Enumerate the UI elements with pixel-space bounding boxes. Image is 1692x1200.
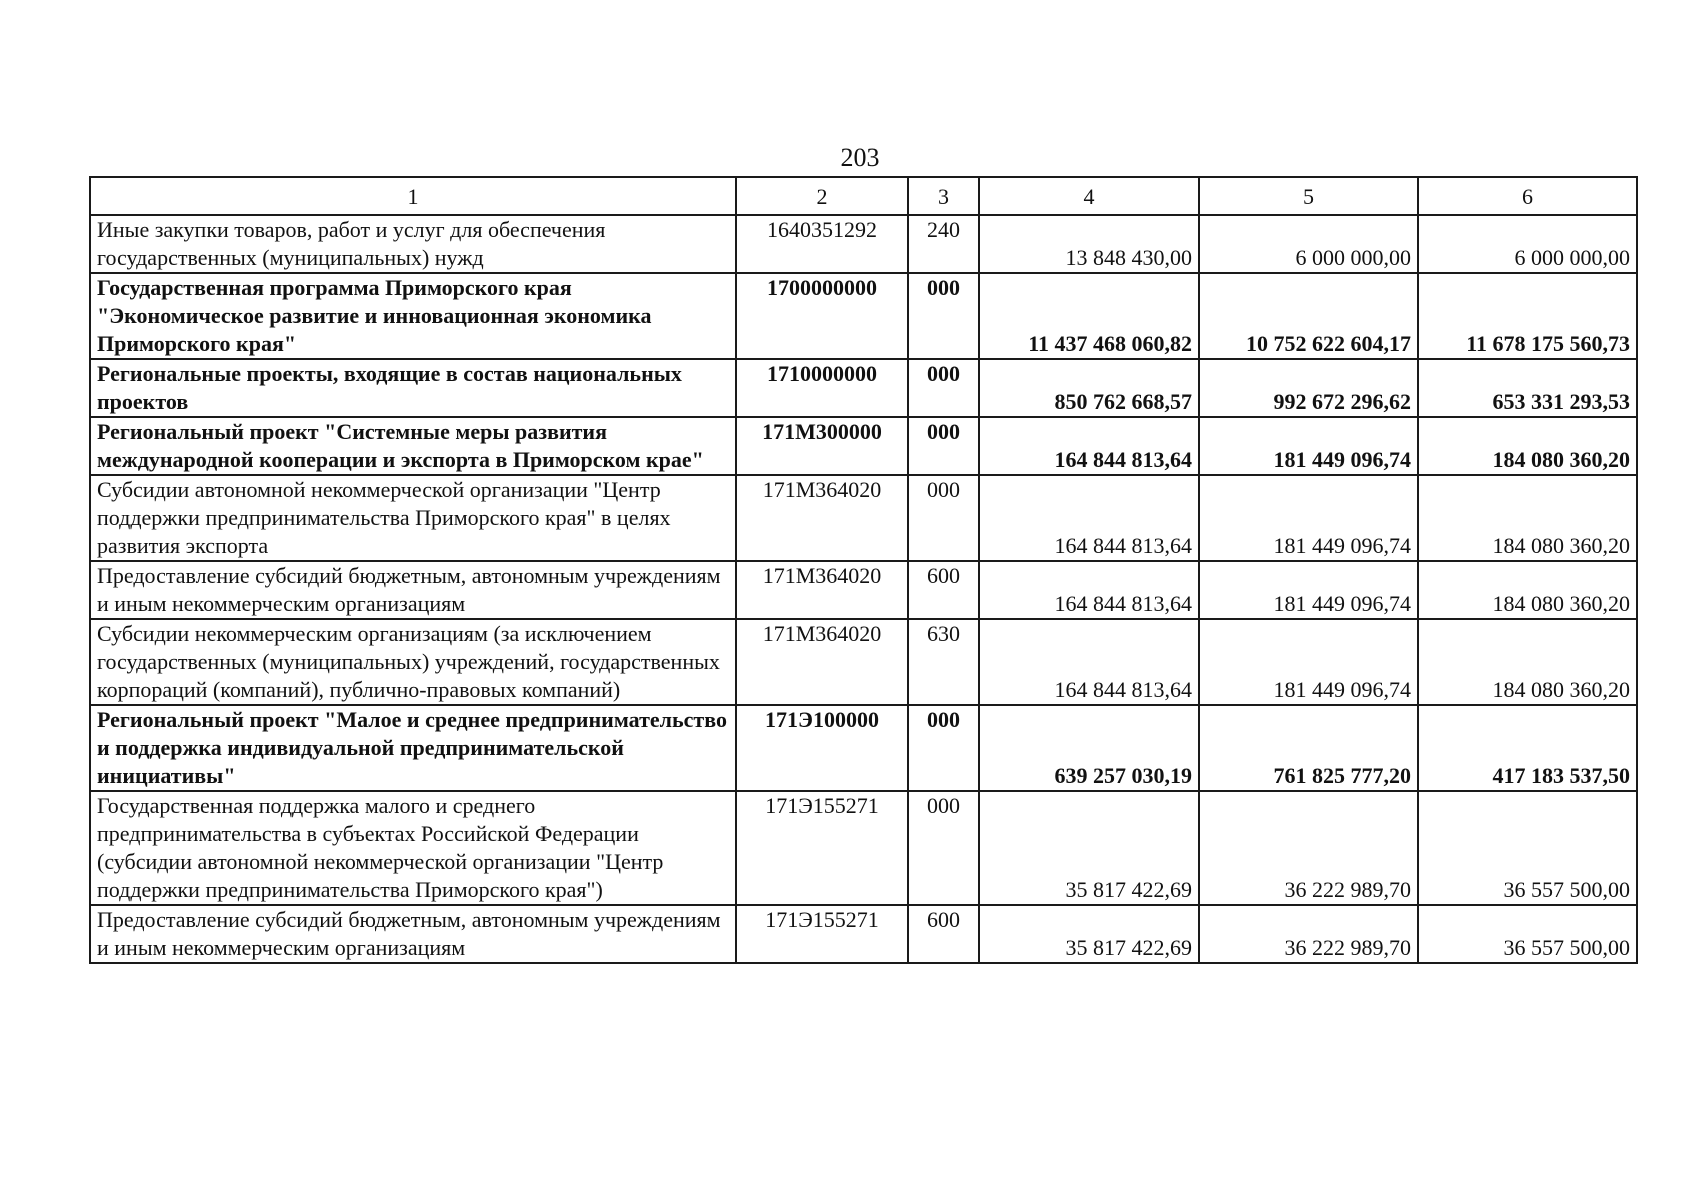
row-amount-year1-cell: 164 844 813,64 bbox=[979, 475, 1199, 561]
table-row bbox=[90, 273, 1637, 359]
row-amount-year1-cell: 35 817 422,69 bbox=[979, 905, 1199, 963]
row-amount-year1-cell: 639 257 030,19 bbox=[979, 705, 1199, 791]
row-amount-year2-cell: 36 222 989,70 bbox=[1199, 791, 1418, 905]
row-amount-year3-cell: 184 080 360,20 bbox=[1418, 561, 1637, 619]
row-code-cell: 171M364020 bbox=[736, 619, 908, 705]
row-code-cell: 171M364020 bbox=[736, 561, 908, 619]
row-code-cell: 171Э100000 bbox=[736, 705, 908, 791]
header-cell-6: 6 bbox=[1418, 177, 1637, 215]
row-code-cell: 171M364020 bbox=[736, 475, 908, 561]
row-amount-year3-cell: 36 557 500,00 bbox=[1418, 791, 1637, 905]
row-amount-year3-cell: 184 080 360,20 bbox=[1418, 619, 1637, 705]
row-amount-year2-cell: 36 222 989,70 bbox=[1199, 905, 1418, 963]
budget-table bbox=[89, 176, 1638, 964]
row-amount-year2-cell: 6 000 000,00 bbox=[1199, 215, 1418, 273]
row-code-cell: 1710000000 bbox=[736, 359, 908, 417]
row-amount-year2-cell: 992 672 296,62 bbox=[1199, 359, 1418, 417]
table-row bbox=[90, 705, 1637, 791]
row-amount-year3-cell: 11 678 175 560,73 bbox=[1418, 273, 1637, 359]
row-amount-year3-cell: 184 080 360,20 bbox=[1418, 417, 1637, 475]
row-name-cell: Предоставление субсидий бюджетным, автономным учреждениям и иным некоммерческим организациям bbox=[90, 905, 736, 963]
row-code-cell: 1640351292 bbox=[736, 215, 908, 273]
table-row bbox=[90, 215, 1637, 273]
row-amount-year1-cell: 850 762 668,57 bbox=[979, 359, 1199, 417]
row-amount-year2-cell: 181 449 096,74 bbox=[1199, 475, 1418, 561]
table-row bbox=[90, 359, 1637, 417]
row-name-cell: Государственная программа Приморского края "Экономическое развитие и инновационная экономика Приморского края" bbox=[90, 273, 736, 359]
table-row bbox=[90, 619, 1637, 705]
row-expense-type-cell: 240 bbox=[908, 215, 979, 273]
row-code-cell: 1700000000 bbox=[736, 273, 908, 359]
row-name-cell: Региональный проект "Системные меры развития международной кооперации и экспорта в Приморском крае" bbox=[90, 417, 736, 475]
row-name-cell: Предоставление субсидий бюджетным, автономным учреждениям и иным некоммерческим организациям bbox=[90, 561, 736, 619]
row-name-cell: Региональный проект "Малое и среднее предпринимательство и поддержка индивидуальной предпринимательской инициативы" bbox=[90, 705, 736, 791]
row-amount-year1-cell: 13 848 430,00 bbox=[979, 215, 1199, 273]
row-expense-type-cell: 630 bbox=[908, 619, 979, 705]
row-amount-year2-cell: 761 825 777,20 bbox=[1199, 705, 1418, 791]
table-row bbox=[90, 475, 1637, 561]
row-expense-type-cell: 000 bbox=[908, 705, 979, 791]
row-name-cell: Региональные проекты, входящие в состав национальных проектов bbox=[90, 359, 736, 417]
header-cell-2: 2 bbox=[736, 177, 908, 215]
row-code-cell: 171M300000 bbox=[736, 417, 908, 475]
header-cell-4: 4 bbox=[979, 177, 1199, 215]
row-expense-type-cell: 000 bbox=[908, 791, 979, 905]
row-amount-year2-cell: 181 449 096,74 bbox=[1199, 619, 1418, 705]
table-row bbox=[90, 791, 1637, 905]
row-amount-year1-cell: 35 817 422,69 bbox=[979, 791, 1199, 905]
row-name-cell: Государственная поддержка малого и среднего предпринимательства в субъектах Российской Федерации (субсидии автономной некоммерческой организации "Центр поддержки предпринимательства Приморского края") bbox=[90, 791, 736, 905]
row-amount-year2-cell: 10 752 622 604,17 bbox=[1199, 273, 1418, 359]
row-amount-year1-cell: 164 844 813,64 bbox=[979, 417, 1199, 475]
row-name-cell: Иные закупки товаров, работ и услуг для обеспечения государственных (муниципальных) нужд bbox=[90, 215, 736, 273]
table-row bbox=[90, 905, 1637, 963]
row-name-cell: Субсидии автономной некоммерческой организации "Центр поддержки предпринимательства Приморского края" в целях развития экспорта bbox=[90, 475, 736, 561]
header-cell-5: 5 bbox=[1199, 177, 1418, 215]
row-amount-year1-cell: 164 844 813,64 bbox=[979, 561, 1199, 619]
row-code-cell: 171Э155271 bbox=[736, 905, 908, 963]
row-code-cell: 171Э155271 bbox=[736, 791, 908, 905]
row-amount-year3-cell: 6 000 000,00 bbox=[1418, 215, 1637, 273]
header-row bbox=[90, 177, 1637, 215]
row-amount-year2-cell: 181 449 096,74 bbox=[1199, 417, 1418, 475]
table-body bbox=[90, 177, 1637, 963]
row-expense-type-cell: 000 bbox=[908, 273, 979, 359]
row-expense-type-cell: 000 bbox=[908, 417, 979, 475]
table-row bbox=[90, 561, 1637, 619]
row-amount-year1-cell: 164 844 813,64 bbox=[979, 619, 1199, 705]
row-amount-year1-cell: 11 437 468 060,82 bbox=[979, 273, 1199, 359]
row-amount-year2-cell: 181 449 096,74 bbox=[1199, 561, 1418, 619]
row-amount-year3-cell: 36 557 500,00 bbox=[1418, 905, 1637, 963]
row-expense-type-cell: 600 bbox=[908, 561, 979, 619]
row-name-cell: Субсидии некоммерческим организациям (за исключением государственных (муниципальных) учреждений, государственных корпораций (компаний), публично-правовых компаний) bbox=[90, 619, 736, 705]
row-amount-year3-cell: 653 331 293,53 bbox=[1418, 359, 1637, 417]
row-amount-year3-cell: 417 183 537,50 bbox=[1418, 705, 1637, 791]
header-cell-1: 1 bbox=[90, 177, 736, 215]
row-amount-year3-cell: 184 080 360,20 bbox=[1418, 475, 1637, 561]
row-expense-type-cell: 000 bbox=[908, 475, 979, 561]
row-expense-type-cell: 000 bbox=[908, 359, 979, 417]
header-cell-3: 3 bbox=[908, 177, 979, 215]
page-number: 203 bbox=[840, 143, 880, 172]
row-expense-type-cell: 600 bbox=[908, 905, 979, 963]
table-row bbox=[90, 417, 1637, 475]
